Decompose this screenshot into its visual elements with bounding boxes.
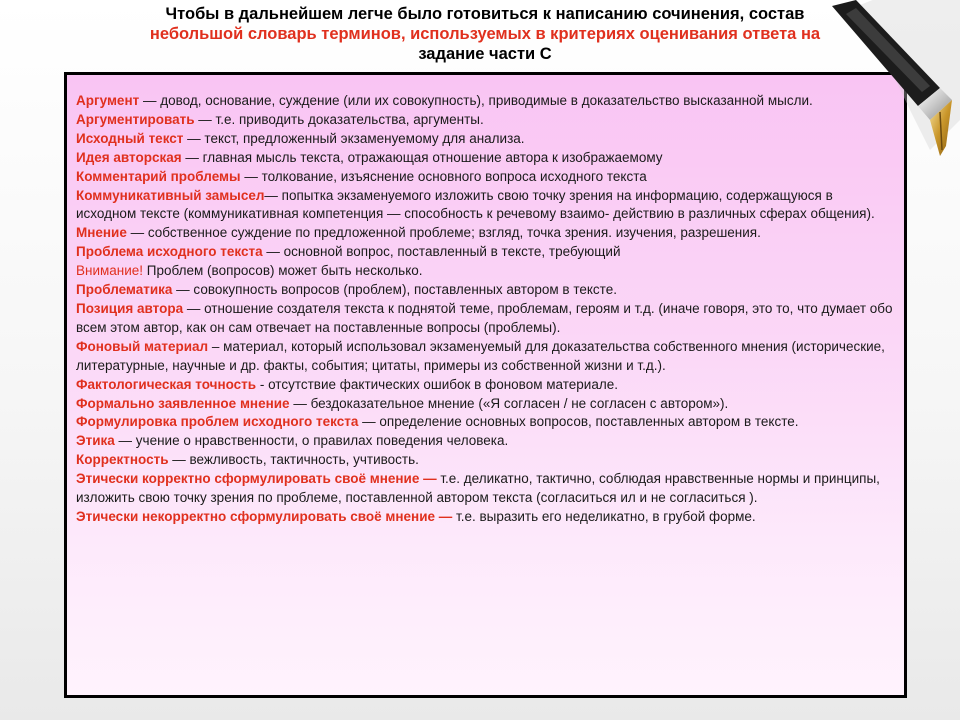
attention-label: Внимание!: [76, 263, 144, 279]
glossary-list: [76, 92, 896, 527]
glossary-term: Этически корректно сформулировать своё мнение —: [76, 471, 437, 487]
glossary-definition: — попытка экзаменуемого изложить свою точку зрения на информацию, содержащуюся в исходном тексте (коммуникативная компетенция — способность к речевому взаимо- действию в различных сферах общения).: [76, 187, 875, 222]
glossary-entry: [76, 168, 896, 187]
glossary-definition: — довод, основание, суждение (или их совокупность), приводимые в доказательство высказанной мысли.: [139, 93, 813, 108]
glossary-definition: — совокупность вопросов (проблем), поставленных автором в тексте.: [172, 282, 617, 298]
glossary-term: Комментарий проблемы: [76, 168, 241, 184]
glossary-term: Корректность: [76, 452, 169, 468]
glossary-entry: [76, 451, 896, 470]
glossary-panel: [64, 72, 907, 698]
glossary-entry: [76, 508, 896, 527]
glossary-entry: [76, 300, 896, 338]
glossary-entry: [76, 470, 896, 508]
glossary-term: Позиция автора: [76, 300, 184, 316]
glossary-definition: — отношение создателя текста к поднятой теме, проблемам, героям и т.д. (иначе говоря, это то, что думает обо всем этом автор, как он сам отвечает на поставленные вопросы (проблемы).: [76, 300, 893, 335]
glossary-term: Исходный текст: [76, 130, 184, 146]
glossary-definition: — определение основных вопросов, поставленных автором в тексте.: [358, 414, 799, 430]
glossary-term: Формулировка проблем исходного текста: [76, 414, 359, 430]
glossary-term: Формально заявленное мнение: [76, 395, 290, 411]
slide-title: [70, 4, 900, 64]
glossary-entry: [76, 395, 896, 414]
glossary-definition: Проблем (вопросов) может быть несколько.: [143, 263, 423, 279]
glossary-entry: [76, 413, 896, 432]
glossary-definition: — т.е. приводить доказательства, аргументы.: [194, 111, 484, 127]
glossary-definition: — вежливость, тактичность, учтивость.: [168, 452, 419, 468]
glossary-term: Проблематика: [76, 282, 173, 298]
glossary-definition: – материал, который использовал экзаменуемый для доказательства собственного мнения (исторические, литературные, научные и др. факты, события; цитаты, примеры из собственной жизни и т.д.).: [76, 338, 885, 373]
glossary-definition: — бездоказательное мнение («Я согласен / не согласен с автором»).: [289, 395, 729, 411]
glossary-term: Мнение: [76, 225, 127, 241]
glossary-definition: - отсутствие фактических ошибок в фоновом материале.: [256, 376, 618, 392]
glossary-term: Проблема исходного текста: [76, 244, 263, 260]
glossary-term: Этически некорректно сформулировать своё мнение —: [76, 508, 453, 524]
glossary-entry: [76, 432, 896, 451]
glossary-definition: — учение о нравственности, о правилах поведения человека.: [114, 433, 509, 449]
glossary-definition: т.е. выразить его неделикатно, в грубой форме.: [452, 508, 756, 524]
glossary-term: Фоновый материал: [76, 338, 209, 354]
glossary-term: Аргумент: [76, 93, 140, 108]
glossary-definition: — главная мысль текста, отражающая отношение автора к изображаемому: [181, 149, 663, 165]
glossary-entry: [76, 338, 896, 376]
glossary-definition: — текст, предложенный экзаменуемому для анализа.: [183, 130, 525, 146]
glossary-term: Аргументировать: [76, 111, 195, 127]
glossary-entry: [76, 224, 896, 243]
glossary-entry: [76, 111, 896, 130]
glossary-definition: — основной вопрос, поставленный в тексте, требующий: [262, 244, 621, 260]
glossary-entry: [76, 92, 896, 111]
glossary-note: [76, 262, 896, 281]
glossary-definition: т.е. деликатно, тактично, соблюдая нравственные нормы и принципы, изложить свою точку зрения по проблеме, поставленной автором текста (согласиться ил и не согласиться ).: [76, 471, 880, 506]
glossary-entry: [76, 376, 896, 395]
glossary-term: Этика: [76, 433, 115, 449]
glossary-term: Идея авторская: [76, 149, 182, 165]
title-line-2: небольшой словарь терминов, используемых в критериях оценивания ответа на: [149, 25, 821, 43]
title-line-1: Чтобы в дальнейшем легче было готовиться к написанию сочинения, состав: [165, 5, 805, 23]
glossary-entry: [76, 281, 896, 300]
fountain-pen-icon: [790, 0, 960, 160]
glossary-term: Фактологическая точность: [76, 376, 257, 392]
glossary-entry: [76, 130, 896, 149]
glossary-entry: [76, 243, 896, 262]
title-line-3: задание части С: [418, 45, 552, 63]
glossary-entry: [76, 187, 896, 225]
glossary-term: Коммуникативный замысел: [76, 187, 265, 203]
glossary-entry: [76, 149, 896, 168]
glossary-definition: — толкование, изъяснение основного вопроса исходного текста: [240, 168, 647, 184]
glossary-definition: — собственное суждение по предложенной проблеме; взгляд, точка зрения. изучения, разрешения.: [126, 225, 761, 241]
